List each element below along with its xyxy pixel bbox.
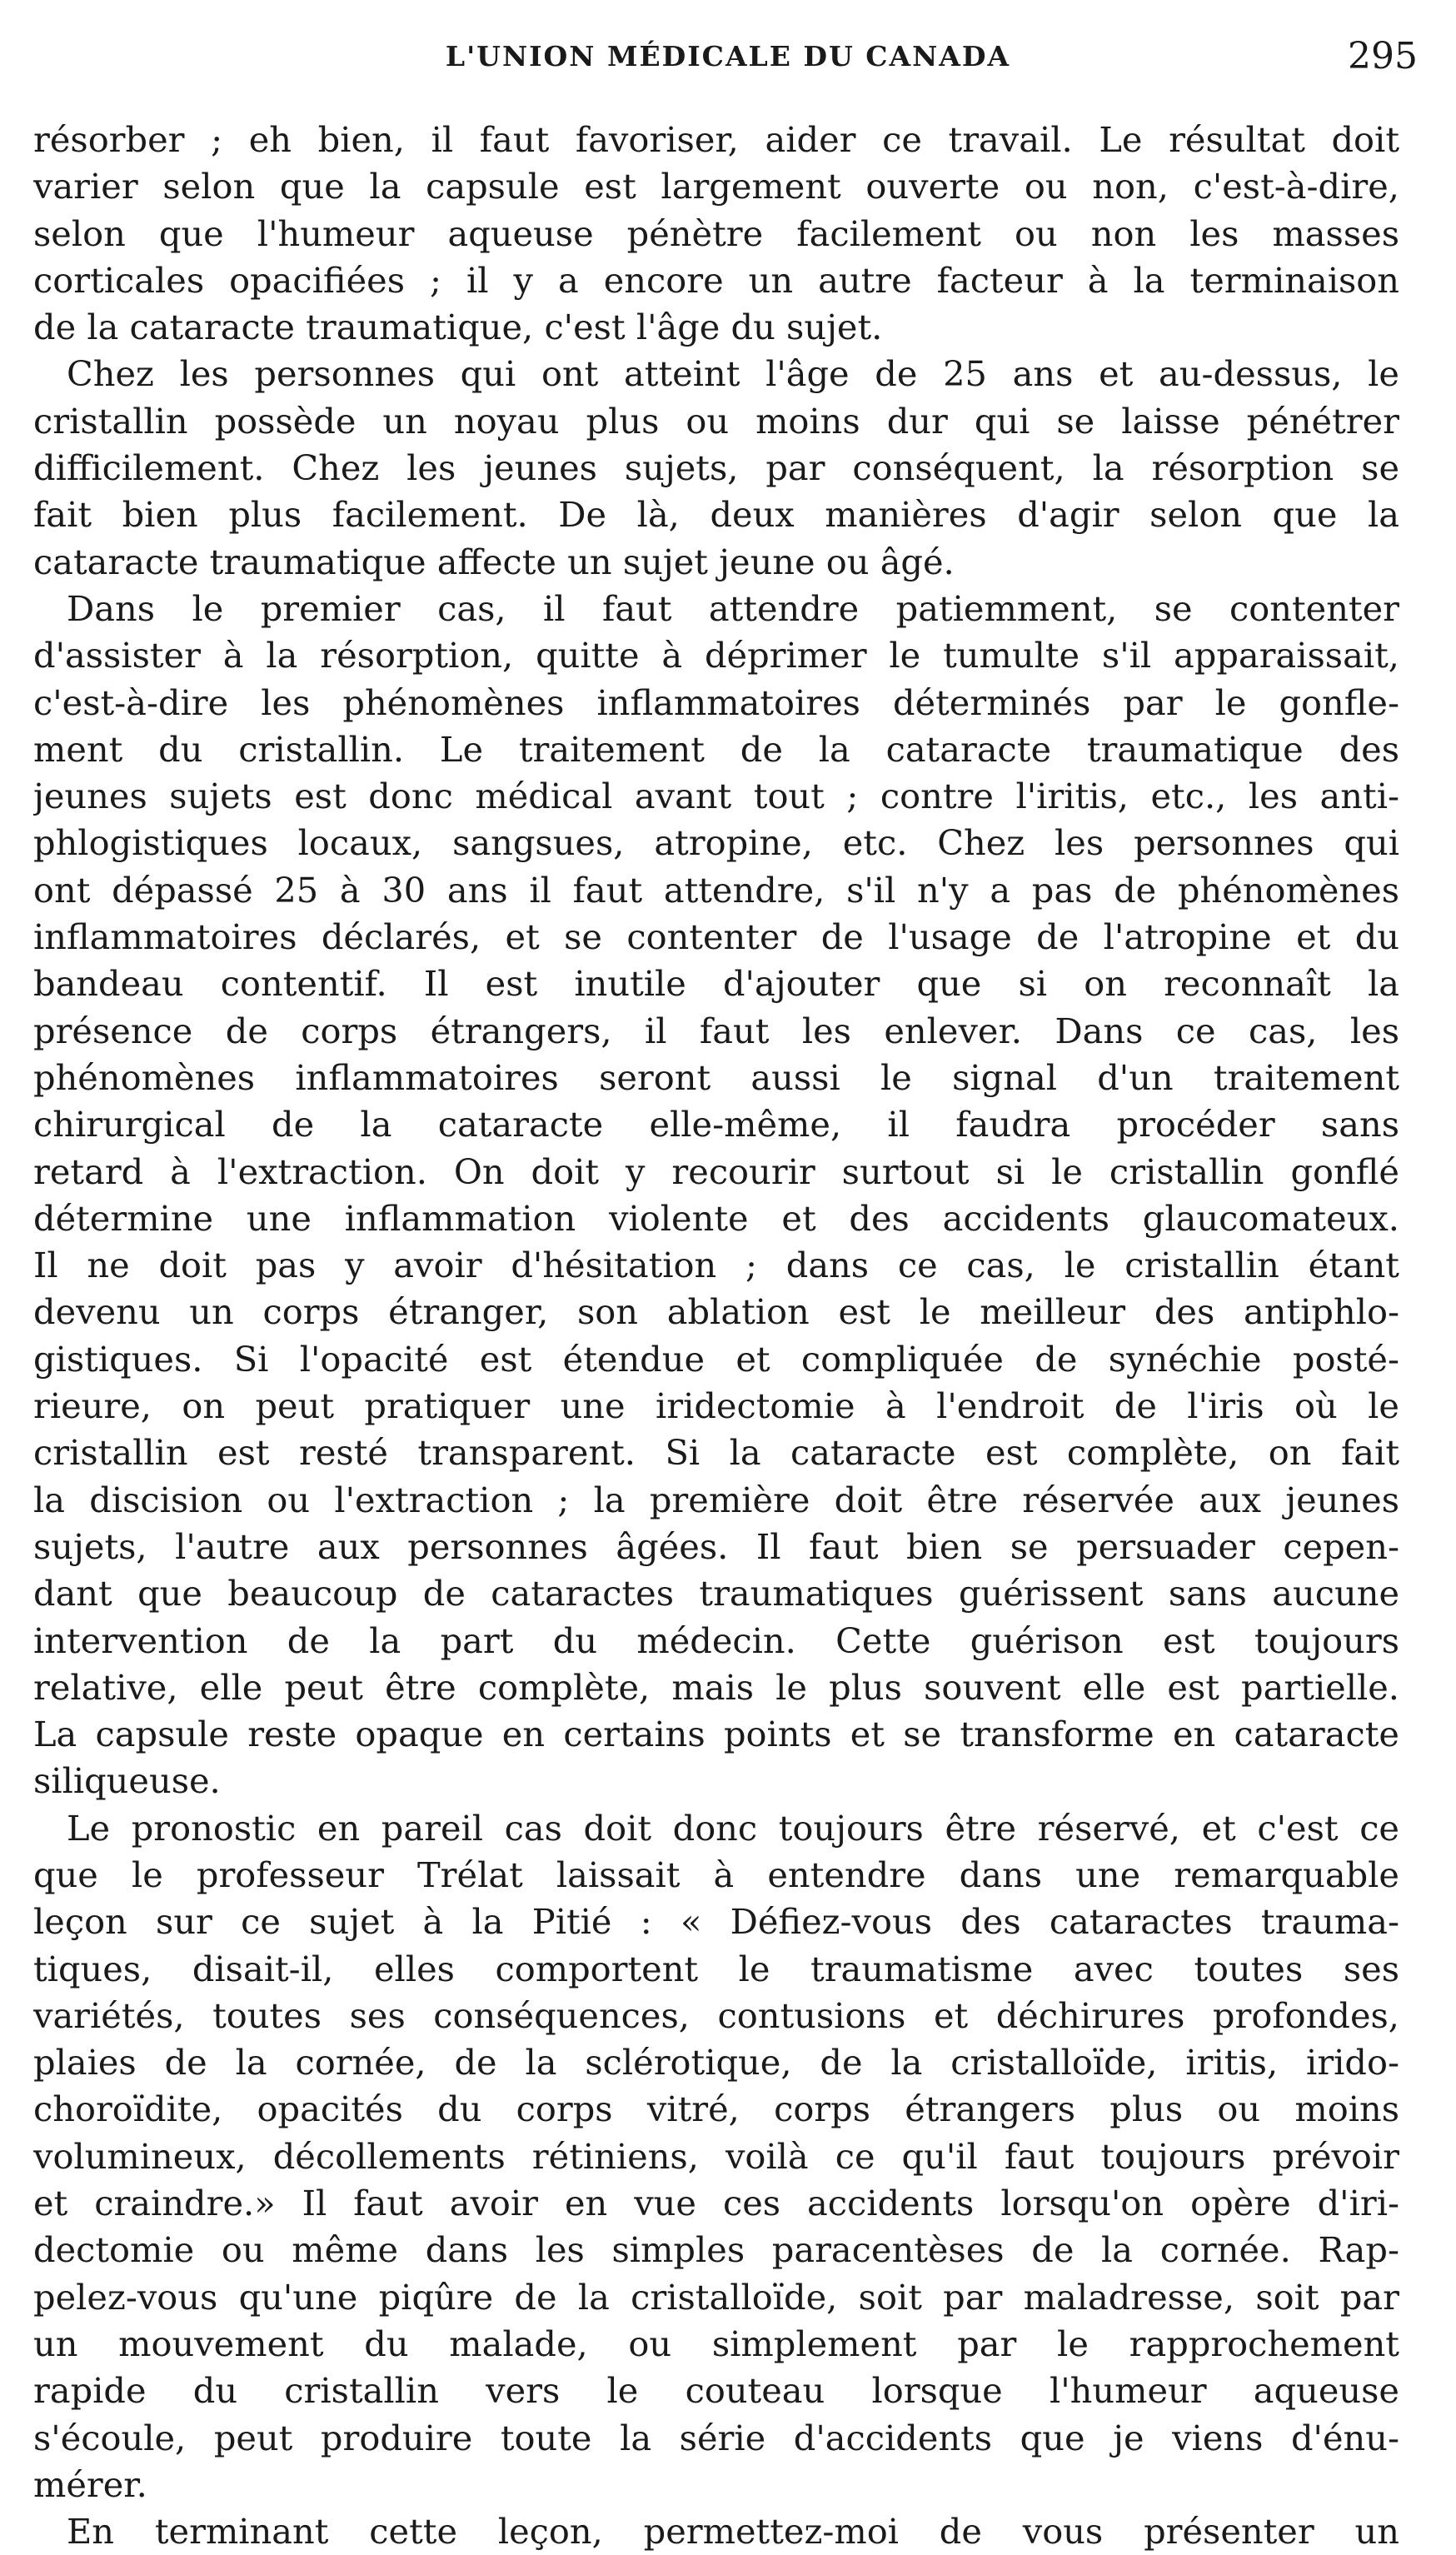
text-line: cataracte traumatique affecte un sujet jeune ou âgé. bbox=[33, 541, 955, 582]
text-line: sujets, l'autre aux personnes âgées. Il faut bien se persuader cepen- bbox=[33, 1525, 1399, 1567]
text-line: Il ne doit pas y avoir d'hésitation ; dans ce cas, le cristallin étant bbox=[33, 1245, 1399, 1286]
text-line: intervention de la part du médecin. Cette guérison est toujours bbox=[33, 1619, 1399, 1661]
text-line: et craindre.» Il faut avoir en vue ces accidents lorsqu'on opère d'iri- bbox=[33, 2183, 1399, 2224]
text-line: Dans le premier cas, il faut attendre patiemment, se contenter bbox=[67, 587, 1399, 629]
text-line: choroïdite, opacités du corps vitré, corps étrangers plus ou moins bbox=[33, 2088, 1399, 2130]
text-line: rapide du cristallin vers le couteau lorsque l'humeur aqueuse bbox=[33, 2370, 1399, 2412]
text-line: chirurgical de la cataracte elle-même, il faudra procéder sans bbox=[33, 1104, 1399, 1145]
text-line: mérer. bbox=[33, 2463, 147, 2505]
text-line: bandeau contentif. Il est inutile d'ajouter que si on reconnaît la bbox=[33, 963, 1399, 1005]
text-line: inflammatoires déclarés, et se contenter de l'usage de l'atropine et du bbox=[33, 916, 1399, 958]
text-line: La capsule reste opaque en certains points et se transforme en cataracte bbox=[33, 1714, 1399, 1755]
text-line: que le professeur Trélat laissait à entendre dans une remarquable bbox=[33, 1854, 1399, 1895]
page-header bbox=[33, 35, 1423, 85]
text-line: détermine une inflammation violente et des accidents glaucomateux. bbox=[33, 1197, 1399, 1239]
text-line: Le pronostic en pareil cas doit donc toujours être réservé, et c'est ce bbox=[67, 1807, 1399, 1849]
body-text bbox=[33, 117, 1399, 2555]
text-line: dant que beaucoup de cataractes traumatiques guérissent sans aucune bbox=[33, 1573, 1399, 1614]
text-line: volumineux, décollements rétiniens, voilà ce qu'il faut toujours prévoir bbox=[33, 2135, 1399, 2177]
text-line: corticales opacifiées ; il y a encore un autre facteur à la terminaison bbox=[33, 259, 1399, 301]
text-line: En terminant cette leçon, permettez-moi de vous présenter un bbox=[67, 2511, 1399, 2553]
text-line: variétés, toutes ses conséquences, contusions et déchirures profondes, bbox=[33, 1994, 1399, 2036]
text-line: varier selon que la capsule est largement ouverte ou non, c'est-à-dire, bbox=[33, 166, 1399, 207]
text-line: siliqueuse. bbox=[33, 1760, 221, 1802]
text-line: tiques, disait-il, elles comportent le traumatisme avec toutes ses bbox=[33, 1948, 1399, 1989]
text-line: c'est-à-dire les phénomènes inflammatoires déterminés par le gonfle- bbox=[33, 681, 1399, 723]
text-line: un mouvement du malade, ou simplement par le rapprochement bbox=[33, 2323, 1399, 2364]
text-line: résorber ; eh bien, il faut favoriser, aider ce travail. Le résultat doit bbox=[33, 119, 1399, 160]
text-line: présence de corps étrangers, il faut les enlever. Dans ce cas, les bbox=[33, 1010, 1399, 1051]
text-line: jeunes sujets est donc médical avant tout ; contre l'iritis, etc., les anti- bbox=[33, 776, 1399, 817]
text-line: rieure, on peut pratiquer une iridectomie à l'endroit de l'iris où le bbox=[33, 1385, 1399, 1427]
text-line: ont dépassé 25 à 30 ans il faut attendre, s'il n'y a pas de phénomènes bbox=[33, 869, 1399, 911]
text-line: plaies de la cornée, de la sclérotique, de la cristalloïde, iritis, irido- bbox=[33, 2042, 1399, 2083]
paragraph bbox=[33, 586, 1399, 1805]
text-line: pelez-vous qu'une piqûre de la cristalloïde, soit par maladresse, soit par bbox=[33, 2276, 1399, 2318]
paragraph bbox=[33, 351, 1399, 585]
text-line: devenu un corps étranger, son ablation est le meilleur des antiphlo- bbox=[33, 1291, 1399, 1333]
text-line: dectomie ou même dans les simples paracentèses de la cornée. Rap- bbox=[33, 2229, 1399, 2271]
text-line: fait bien plus facilement. De là, deux manières d'agir selon que la bbox=[33, 494, 1399, 536]
paragraph bbox=[33, 2508, 1399, 2555]
paragraph bbox=[33, 117, 1399, 351]
page-number: 295 bbox=[1348, 35, 1418, 77]
text-line: cristallin est resté transparent. Si la cataracte est complète, on fait bbox=[33, 1432, 1399, 1474]
text-line: gistiques. Si l'opacité est étendue et compliquée de synéchie posté- bbox=[33, 1338, 1399, 1380]
text-line: difficilement. Chez les jeunes sujets, par conséquent, la résorption se bbox=[33, 447, 1399, 489]
text-line: la discision ou l'extraction ; la première doit être réservée aux jeunes bbox=[33, 1479, 1399, 1520]
text-line: ment du cristallin. Le traitement de la cataracte traumatique des bbox=[33, 728, 1399, 770]
text-line: d'assister à la résorption, quitte à déprimer le tumulte s'il apparaissait, bbox=[33, 635, 1399, 676]
text-line: leçon sur ce sujet à la Pitié : « Défiez-vous des cataractes trauma- bbox=[33, 1901, 1399, 1943]
text-line: Chez les personnes qui ont atteint l'âge de 25 ans et au-dessus, le bbox=[67, 353, 1399, 395]
text-line: selon que l'humeur aqueuse pénètre facilement ou non les masses bbox=[33, 212, 1399, 254]
paragraph bbox=[33, 1805, 1399, 2508]
text-line: phlogistiques locaux, sangsues, atropine, etc. Chez les personnes qui bbox=[33, 822, 1399, 864]
text-line: phénomènes inflammatoires seront aussi le signal d'un traitement bbox=[33, 1056, 1399, 1098]
text-line: retard à l'extraction. On doit y recourir surtout si le cristallin gonflé bbox=[33, 1150, 1399, 1192]
running-title: L'UNION MÉDICALE DU CANADA bbox=[445, 40, 1011, 72]
text-line: relative, elle peut être complète, mais le plus souvent elle est partielle. bbox=[33, 1666, 1399, 1708]
text-line: s'écoule, peut produire toute la série d'accidents que je viens d'énu- bbox=[33, 2417, 1399, 2458]
text-line: de la cataracte traumatique, c'est l'âge du sujet. bbox=[33, 307, 883, 348]
text-line: cristallin possède un noyau plus ou moins dur qui se laisse pénétrer bbox=[33, 400, 1399, 442]
